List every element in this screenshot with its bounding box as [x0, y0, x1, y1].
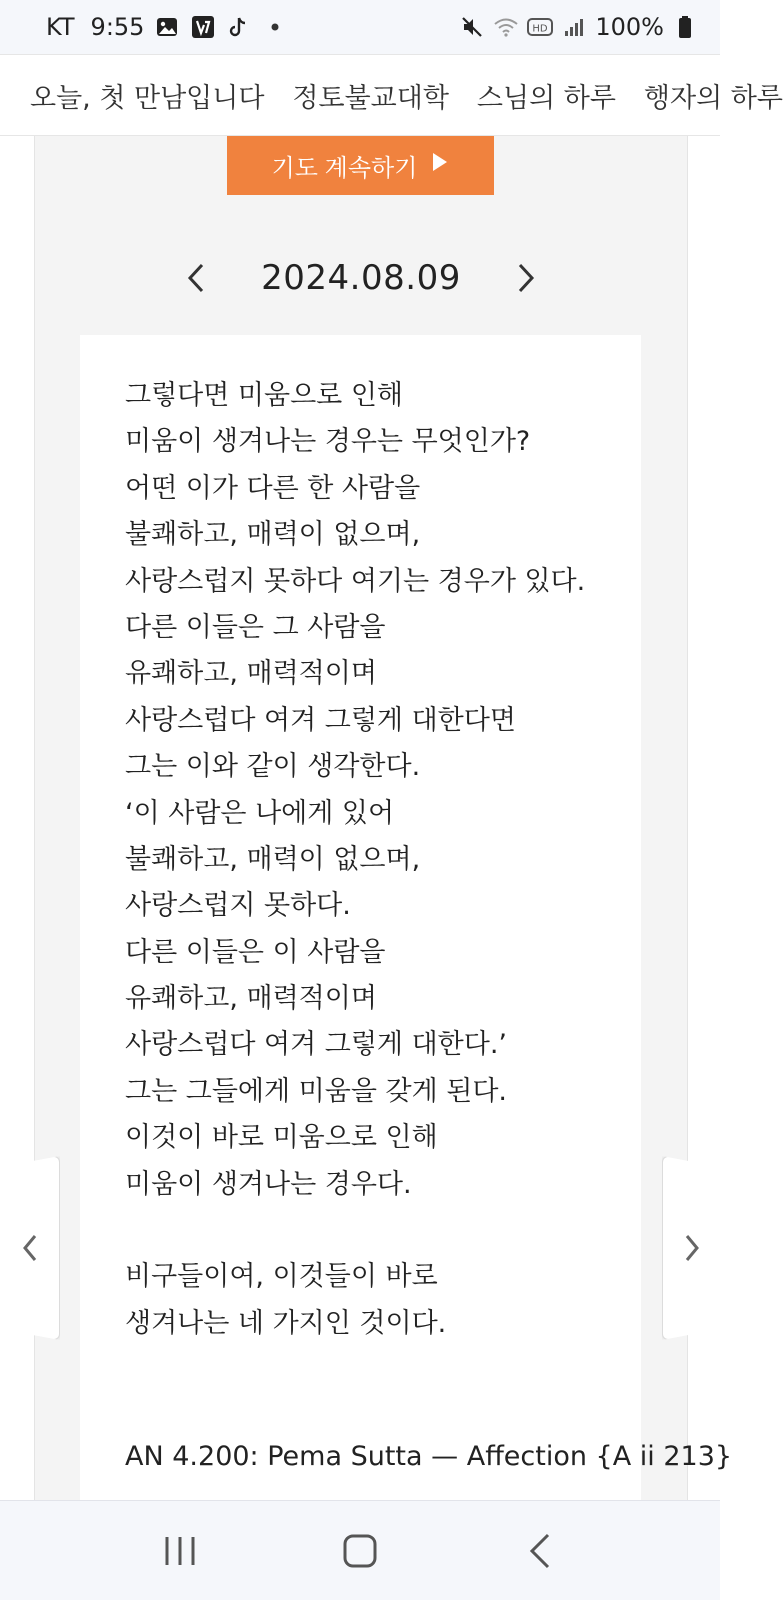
scripture-line: 이것이 바로 미움으로 인해 [125, 1122, 438, 1154]
wifi-icon [493, 14, 519, 40]
previous-page-tab[interactable] [0, 1156, 60, 1340]
nav-item-first-meeting[interactable]: 오늘, 첫 만남입니다 [30, 82, 265, 114]
scripture-line: 사랑스럽지 못하다 여기는 경우가 있다. [125, 565, 586, 597]
top-nav [0, 54, 783, 136]
scripture-line: 다른 이들은 그 사람을 [125, 611, 386, 643]
main-content [0, 136, 733, 1500]
scripture-line: 비구들이여, 이것들이 바로 [125, 1261, 438, 1293]
gallery-icon [154, 14, 180, 40]
carrier-label: KT [46, 13, 75, 41]
scripture-line: 유쾌하고, 매력적이며 [125, 658, 377, 690]
svg-text:HD: HD [532, 23, 548, 35]
scripture-line: 다른 이들은 이 사람을 [125, 936, 386, 968]
back-button[interactable] [510, 1521, 570, 1581]
scripture-line: 어떤 이가 다른 한 사람을 [125, 472, 421, 504]
back-icon [528, 1532, 552, 1570]
v-app-icon [190, 14, 216, 40]
scripture-line: 미움이 생겨나는 경우는 무엇인가? [125, 426, 531, 458]
previous-date-button[interactable] [171, 253, 221, 303]
next-date-button[interactable] [501, 253, 551, 303]
scripture-line: 생겨나는 네 가지인 것이다. [125, 1307, 447, 1339]
hd-voice-icon [527, 14, 553, 40]
scripture-line: 사랑스럽다 여겨 그렇게 대한다.’ [125, 1029, 507, 1061]
tiktok-icon [226, 14, 252, 40]
scripture-card [80, 335, 733, 1515]
play-icon [431, 151, 449, 180]
scripture-line: 사랑스럽다 여겨 그렇게 대한다면 [125, 704, 516, 736]
status-left [46, 13, 288, 41]
clock: 9:55 [90, 13, 145, 41]
scripture-line: 불쾌하고, 매력이 없으며, [125, 843, 421, 875]
scripture-line: ‘이 사람은 나에게 있어 [125, 797, 395, 829]
status-right [459, 13, 698, 41]
scripture-line: 불쾌하고, 매력이 없으며, [125, 519, 421, 551]
chevron-left-icon [21, 1233, 39, 1263]
signal-icon [561, 14, 587, 40]
scripture-line: 그는 그들에게 미움을 갖게 된다. [125, 1075, 507, 1107]
nav-item-monk-day[interactable]: 스님의 하루 [476, 82, 616, 114]
home-button[interactable] [330, 1521, 390, 1581]
scripture-line: 그는 이와 같이 생각한다. [125, 751, 421, 783]
scripture-line: 유쾌하고, 매력적이며 [125, 983, 377, 1015]
scripture-line: 미움이 생겨나는 경우다. [125, 1168, 412, 1200]
scripture-line: 그렇다면 미움으로 인해 [125, 380, 403, 411]
continue-prayer-label: 기도 계속하기 [271, 155, 418, 182]
date-navigator [34, 248, 688, 308]
nav-item-buddhist-college[interactable]: 정토불교대학 [292, 82, 449, 114]
scripture-line: 사랑스럽지 못하다. [125, 890, 351, 922]
battery-percentage: 100% [595, 13, 664, 41]
home-icon [342, 1533, 378, 1569]
system-nav-bar [0, 1500, 720, 1600]
current-date: 2024.08.09 [261, 258, 461, 298]
next-page-tab[interactable] [662, 1156, 720, 1340]
notification-dot-icon [262, 14, 288, 40]
mute-icon [459, 14, 485, 40]
recent-apps-button[interactable] [150, 1521, 210, 1581]
continue-prayer-button[interactable] [227, 136, 494, 195]
status-bar [0, 0, 720, 54]
chevron-left-icon [186, 262, 206, 294]
battery-icon [672, 14, 698, 40]
scripture-line-blank [125, 1208, 641, 1254]
nav-item-practitioner-day[interactable]: 행자의 하루 [643, 82, 783, 114]
chevron-right-icon [683, 1233, 701, 1263]
recent-apps-icon [163, 1535, 197, 1567]
sutta-reference: AN 4.200: Pema Sutta — Affection {A ii 213} [125, 1441, 733, 1473]
chevron-right-icon [516, 262, 536, 294]
